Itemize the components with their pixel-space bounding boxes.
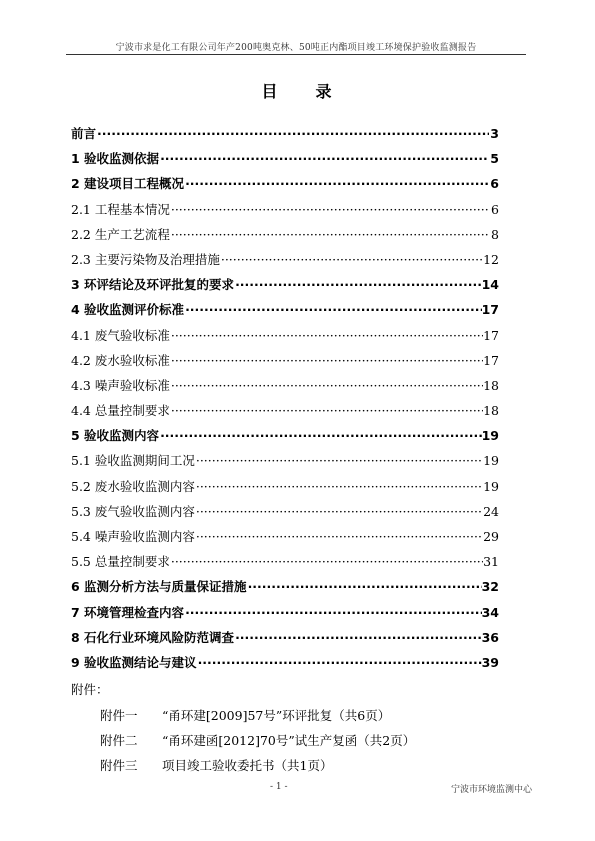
toc-entry-page: 5	[490, 151, 499, 167]
attachment-text: “甬环建函[2012]70号”试生产复函（共2页）	[162, 733, 416, 748]
toc-entry-label: 前言	[71, 126, 97, 141]
footer-organization: 宁波市环境监测中心	[451, 785, 533, 795]
toc-entry-page: 12	[483, 251, 499, 267]
toc-entry-label: 4.3 噪声验收标准	[71, 377, 170, 393]
toc-entry-label: 5.2 废水验收监测内容	[71, 478, 195, 494]
toc-leader-dots	[184, 605, 482, 620]
toc-leader-dots	[195, 529, 483, 544]
toc-entry-label: 3 环评结论及环评批复的要求	[71, 277, 235, 293]
attachment-item	[100, 756, 332, 774]
toc-leader-dots	[170, 328, 483, 343]
toc-entry-label: 8 石化行业环境风险防范调查	[71, 629, 235, 645]
toc-entry-page: 6	[490, 176, 499, 192]
toc-entry-page: 19	[481, 428, 499, 444]
toc-entry[interactable]	[71, 628, 499, 653]
toc-entry-label: 5.1 验收监测期间工况	[71, 453, 195, 469]
toc-entry-label: 4.4 总量控制要求	[71, 403, 170, 419]
title-char-left: 目	[261, 82, 280, 101]
running-header: 宁波市求是化工有限公司年产200吨奥克林、50吨正内酯项目竣工环境保护验收监测报告	[115, 43, 477, 53]
toc-entry-page: 17	[483, 352, 499, 368]
toc-leader-dots	[96, 126, 489, 141]
toc-entry[interactable]	[71, 527, 499, 552]
page-number: - 1 -	[270, 782, 288, 792]
toc-entry[interactable]	[71, 250, 499, 275]
title-char-right: 录	[315, 82, 334, 101]
toc-leader-dots	[170, 202, 489, 217]
toc-entry-page: 17	[481, 302, 499, 318]
toc-entry[interactable]	[71, 200, 499, 225]
toc-entry[interactable]	[71, 351, 499, 376]
toc-entry-page: 31	[483, 554, 499, 570]
toc-leader-dots	[195, 453, 483, 468]
toc-entry[interactable]	[71, 275, 499, 300]
toc-entry[interactable]	[71, 477, 499, 502]
toc-leader-dots	[170, 378, 483, 393]
toc-entry[interactable]	[71, 552, 499, 577]
toc-entry-page: 39	[481, 654, 499, 670]
toc-leader-dots	[170, 403, 483, 418]
attachments-heading: 附件：	[71, 682, 109, 697]
table-of-contents	[71, 124, 499, 678]
attachment-tag: 附件二	[100, 733, 138, 748]
toc-entry-label: 5.5 总量控制要求	[71, 554, 170, 570]
toc-entry[interactable]	[71, 300, 499, 325]
toc-leader-dots	[234, 630, 482, 645]
toc-entry-page: 34	[481, 604, 499, 620]
toc-entry[interactable]	[71, 376, 499, 401]
toc-entry[interactable]	[71, 577, 499, 602]
toc-entry-page: 32	[481, 579, 499, 595]
toc-entry-page: 19	[483, 453, 499, 469]
toc-entry-page: 18	[483, 403, 499, 419]
toc-leader-dots	[195, 504, 483, 519]
attachment-item	[100, 706, 390, 724]
toc-entry-label: 1 验收监测依据	[71, 151, 160, 167]
toc-entry-page: 17	[483, 327, 499, 343]
toc-entry-label: 5.4 噪声验收监测内容	[71, 529, 195, 544]
toc-entry-label: 2.2 生产工艺流程	[71, 226, 170, 242]
attachment-tag: 附件一	[100, 708, 138, 723]
toc-entry-label: 9 验收监测结论与建议	[71, 654, 197, 670]
toc-entry-label: 4.1 废气验收标准	[71, 327, 170, 343]
toc-entry-label: 2.3 主要污染物及治理措施	[71, 251, 220, 267]
attachment-text: “甬环建[2009]57号”环评批复（共6页）	[162, 708, 391, 723]
toc-entry-label: 5.3 废气验收监测内容	[71, 503, 195, 519]
toc-entry[interactable]	[71, 225, 499, 250]
toc-entry-label: 4 验收监测评价标准	[71, 302, 185, 318]
toc-entry-page: 3	[490, 126, 499, 141]
toc-entry[interactable]	[71, 149, 499, 174]
toc-leader-dots	[195, 479, 483, 494]
toc-leader-dots	[184, 176, 489, 191]
toc-leader-dots	[170, 353, 483, 368]
toc-entry-page: 36	[481, 629, 499, 645]
attachment-tag: 附件三	[100, 758, 138, 773]
toc-entry[interactable]	[71, 426, 499, 451]
toc-entry-label: 2.1 工程基本情况	[71, 201, 170, 217]
toc-entry-page: 14	[481, 277, 499, 293]
toc-entry[interactable]	[71, 653, 499, 678]
page-title	[0, 79, 595, 102]
toc-entry-page: 29	[483, 529, 499, 544]
toc-leader-dots	[184, 302, 482, 317]
toc-entry[interactable]	[71, 124, 499, 149]
toc-leader-dots	[197, 655, 482, 670]
toc-entry-page: 8	[491, 226, 499, 242]
toc-leader-dots	[220, 252, 483, 267]
toc-entry[interactable]	[71, 401, 499, 426]
toc-leader-dots	[159, 151, 489, 166]
toc-entry-label: 5 验收监测内容	[71, 428, 160, 444]
toc-entry-page: 19	[483, 478, 499, 494]
toc-entry-label: 7 环境管理检查内容	[71, 604, 185, 620]
toc-entry[interactable]	[71, 326, 499, 351]
toc-entry-label: 2 建设项目工程概况	[71, 176, 185, 192]
attachment-text: 项目竣工验收委托书（共1页）	[162, 758, 333, 773]
toc-entry[interactable]	[71, 502, 499, 527]
toc-leader-dots	[170, 227, 489, 242]
toc-leader-dots	[234, 277, 482, 292]
toc-entry-label: 6 监测分析方法与质量保证措施	[71, 579, 247, 595]
toc-entry-page: 24	[483, 503, 499, 519]
header-divider	[66, 54, 526, 55]
toc-entry[interactable]	[71, 451, 499, 476]
toc-entry[interactable]	[71, 603, 499, 628]
attachment-item	[100, 731, 415, 749]
toc-leader-dots	[159, 428, 482, 443]
toc-leader-dots	[247, 579, 482, 594]
toc-entry-page: 6	[491, 201, 499, 217]
toc-leader-dots	[170, 554, 483, 569]
toc-entry-page: 18	[483, 377, 499, 393]
toc-entry[interactable]	[71, 174, 499, 199]
toc-entry-label: 4.2 废水验收标准	[71, 352, 170, 368]
